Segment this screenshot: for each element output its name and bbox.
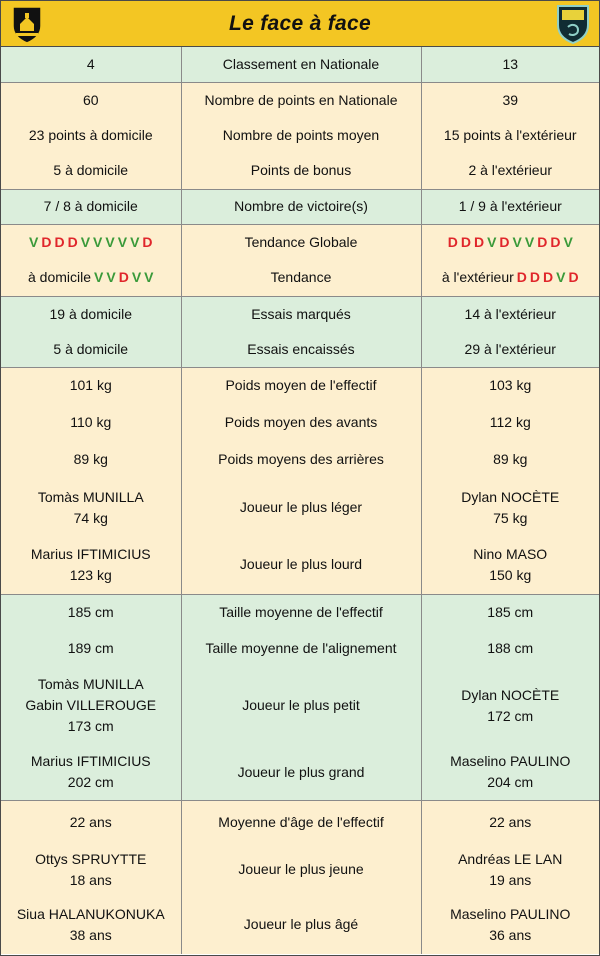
stat-label: Nombre de points en Nationale: [181, 82, 421, 118]
stat-label: Joueur le plus léger: [181, 479, 421, 536]
right-cell: [421, 189, 599, 224]
left-cell: [1, 260, 181, 296]
table-row: [1, 745, 599, 800]
left-cell: [1, 118, 181, 153]
left-cell: [1, 844, 181, 895]
right-value: 19 ans: [489, 871, 532, 888]
left-value: 101 kg: [69, 377, 112, 394]
defeat-badge: D: [473, 233, 485, 250]
left-value: 18 ans: [69, 871, 112, 888]
right-form-prefix: à l'extérieur: [441, 269, 514, 286]
stat-label: Poids moyen de l'effectif: [181, 367, 421, 404]
table-row: [1, 536, 599, 594]
right-value: 75 kg: [493, 509, 528, 526]
table-row: [1, 224, 599, 260]
left-value: 38 ans: [69, 926, 112, 943]
left-value: 89 kg: [73, 451, 108, 467]
right-value: 188 cm: [487, 640, 534, 656]
victory-badge: V: [556, 269, 566, 286]
defeat-badge: D: [529, 269, 541, 286]
right-value: Andréas LE LAN: [458, 850, 563, 867]
stat-label: Nombre de victoire(s): [181, 189, 421, 224]
comparison-table: [1, 47, 599, 954]
left-value: Marius IFTIMICIUS: [30, 545, 151, 562]
table-row: [1, 594, 599, 631]
table-row: [1, 82, 599, 118]
table-row: [1, 153, 599, 189]
right-value: 185 cm: [487, 604, 534, 621]
left-value: 22 ans: [69, 813, 112, 830]
victory-badge: V: [563, 233, 573, 250]
right-value: Maselino PAULINO: [450, 753, 571, 770]
stat-label: Nombre de points moyen: [181, 118, 421, 153]
right-value: 204 cm: [487, 774, 534, 791]
right-cell: [421, 82, 599, 118]
stat-label: Poids moyens des arrières: [181, 440, 421, 479]
left-cell: [1, 47, 181, 82]
stat-label: Joueur le plus petit: [181, 666, 421, 745]
right-value: 29 à l'extérieur: [464, 340, 556, 357]
table-row: [1, 800, 599, 844]
table-row: [1, 844, 599, 895]
stat-label: Essais marqués: [181, 296, 421, 332]
left-cell: [1, 82, 181, 118]
left-cell: [1, 479, 181, 536]
left-cell: [1, 800, 181, 844]
left-cell: [1, 153, 181, 189]
table-row: [1, 118, 599, 153]
defeat-badge: D: [499, 233, 510, 250]
left-value: Gabin VILLEROUGE: [25, 697, 157, 713]
defeat-badge: D: [67, 233, 78, 250]
victory-badge: V: [131, 269, 142, 286]
right-value: 103 kg: [489, 377, 532, 394]
table-row: [1, 479, 599, 536]
table-row: [1, 260, 599, 296]
left-cell: [1, 666, 181, 745]
left-value: 110 kg: [70, 413, 112, 430]
right-value: 13: [502, 55, 519, 72]
shield-icon: [554, 3, 592, 45]
left-value: 5 à domicile: [53, 340, 129, 357]
left-value: 60: [82, 91, 99, 108]
victory-badge: V: [524, 233, 535, 250]
right-cell: [421, 47, 599, 82]
right-cell: [421, 895, 599, 954]
shield-icon: [9, 4, 45, 44]
defeat-badge: D: [516, 269, 527, 286]
left-form-sequence: [1, 267, 181, 288]
victory-badge: V: [130, 233, 140, 250]
right-form-sequence: [422, 232, 600, 253]
table-row: [1, 47, 599, 82]
defeat-badge: D: [54, 233, 65, 250]
left-cell: [1, 189, 181, 224]
left-cell: [1, 536, 181, 594]
left-cell: [1, 631, 181, 666]
right-cell: [421, 118, 599, 153]
right-value: Dylan NOCÈTE: [461, 488, 560, 505]
right-cell: [421, 800, 599, 844]
left-value: Ottys SPRUYTTE: [35, 850, 147, 867]
defeat-badge: D: [142, 233, 153, 250]
stat-label: Tendance Globale: [181, 224, 421, 260]
victory-badge: V: [28, 233, 39, 250]
stat-label: Classement en Nationale: [181, 47, 421, 82]
right-cell: [421, 367, 599, 404]
table-row: [1, 296, 599, 332]
victory-badge: V: [80, 233, 91, 250]
left-value: 23 points à domicile: [28, 127, 153, 143]
left-cell: [1, 745, 181, 800]
right-value: 14 à l'extérieur: [464, 305, 556, 322]
stat-label: Essais encaissés: [181, 332, 421, 367]
right-cell: [421, 594, 599, 631]
defeat-badge: D: [118, 269, 129, 286]
victory-badge: V: [94, 269, 104, 286]
victory-badge: V: [117, 233, 128, 250]
table-row: [1, 631, 599, 666]
table-row: [1, 367, 599, 404]
left-cell: [1, 594, 181, 631]
left-value: Siua HALANUKONUKA: [16, 905, 165, 922]
stat-label: Joueur le plus âgé: [181, 895, 421, 954]
left-cell: [1, 895, 181, 954]
defeat-badge: D: [447, 233, 458, 250]
left-value: 74 kg: [73, 509, 108, 526]
left-value: Marius IFTIMICIUS: [30, 753, 151, 770]
right-value: Dylan NOCÈTE: [461, 686, 560, 703]
left-value: 7 / 8 à domicile: [43, 198, 138, 214]
left-cell: [1, 296, 181, 332]
left-value: 173 cm: [67, 718, 114, 734]
right-value: 15 points à l'extérieur: [443, 127, 577, 143]
right-value: 1 / 9 à l'extérieur: [458, 198, 562, 214]
right-cell: [421, 631, 599, 666]
victory-badge: V: [144, 269, 154, 286]
right-value: 39: [502, 91, 519, 108]
left-value: 185 cm: [67, 604, 114, 621]
right-cell: [421, 153, 599, 189]
right-value: 2 à l'extérieur: [468, 162, 553, 179]
right-cell: [421, 296, 599, 332]
stat-label: Joueur le plus grand: [181, 745, 421, 800]
left-form-prefix: à domicile: [27, 269, 92, 286]
page-title: Le face à face: [229, 11, 371, 35]
right-value: 172 cm: [487, 707, 534, 724]
left-value: Tomàs MUNILLA: [37, 488, 144, 505]
right-team-logo: [547, 2, 599, 46]
right-value: 112 kg: [489, 413, 531, 430]
victory-badge: V: [487, 233, 497, 250]
header-bar: [1, 1, 599, 47]
right-cell: [421, 536, 599, 594]
right-value: 150 kg: [489, 566, 532, 583]
left-value: 19 à domicile: [49, 305, 132, 322]
left-cell: [1, 332, 181, 367]
right-cell: [421, 332, 599, 367]
stat-label: Joueur le plus jeune: [181, 844, 421, 895]
right-cell: [421, 260, 599, 296]
left-value: 4: [86, 55, 95, 72]
right-value: Maselino PAULINO: [450, 905, 571, 922]
right-cell: [421, 440, 599, 479]
right-cell: [421, 479, 599, 536]
stat-label: Taille moyenne de l'alignement: [181, 631, 421, 666]
defeat-badge: D: [568, 269, 579, 286]
stat-label: Joueur le plus lourd: [181, 536, 421, 594]
right-value: 36 ans: [489, 926, 532, 943]
left-team-logo: [1, 2, 53, 46]
right-cell: [421, 745, 599, 800]
left-value: Tomàs MUNILLA: [37, 676, 144, 692]
victory-badge: V: [105, 233, 115, 250]
left-cell: [1, 224, 181, 260]
left-value: 5 à domicile: [53, 162, 129, 179]
defeat-badge: D: [41, 233, 52, 250]
left-cell: [1, 440, 181, 479]
left-value: 202 cm: [67, 774, 114, 791]
right-value: 89 kg: [493, 451, 528, 467]
table-row: [1, 332, 599, 367]
left-value: 123 kg: [69, 566, 112, 583]
stat-label: Points de bonus: [181, 153, 421, 189]
table-row: [1, 666, 599, 745]
table-row: [1, 189, 599, 224]
left-value: 189 cm: [67, 640, 114, 656]
right-cell: [421, 404, 599, 440]
right-value: Nino MASO: [473, 545, 548, 562]
left-cell: [1, 367, 181, 404]
defeat-badge: D: [460, 233, 471, 250]
table-row: [1, 404, 599, 440]
stat-label: Moyenne d'âge de l'effectif: [181, 800, 421, 844]
right-cell: [421, 844, 599, 895]
left-form-sequence: [1, 232, 181, 253]
table-row: [1, 440, 599, 479]
stat-label: Taille moyenne de l'effectif: [181, 594, 421, 631]
defeat-badge: D: [550, 233, 561, 250]
right-value: 22 ans: [489, 813, 532, 830]
defeat-badge: D: [543, 269, 554, 286]
right-cell: [421, 666, 599, 745]
victory-badge: V: [106, 269, 116, 286]
victory-badge: V: [93, 233, 103, 250]
right-cell: [421, 224, 599, 260]
defeat-badge: D: [537, 233, 548, 250]
victory-badge: V: [512, 233, 522, 250]
stat-label: Tendance: [181, 260, 421, 296]
table-row: [1, 895, 599, 954]
stat-label: Poids moyen des avants: [181, 404, 421, 440]
right-form-sequence: [422, 267, 600, 288]
left-cell: [1, 404, 181, 440]
